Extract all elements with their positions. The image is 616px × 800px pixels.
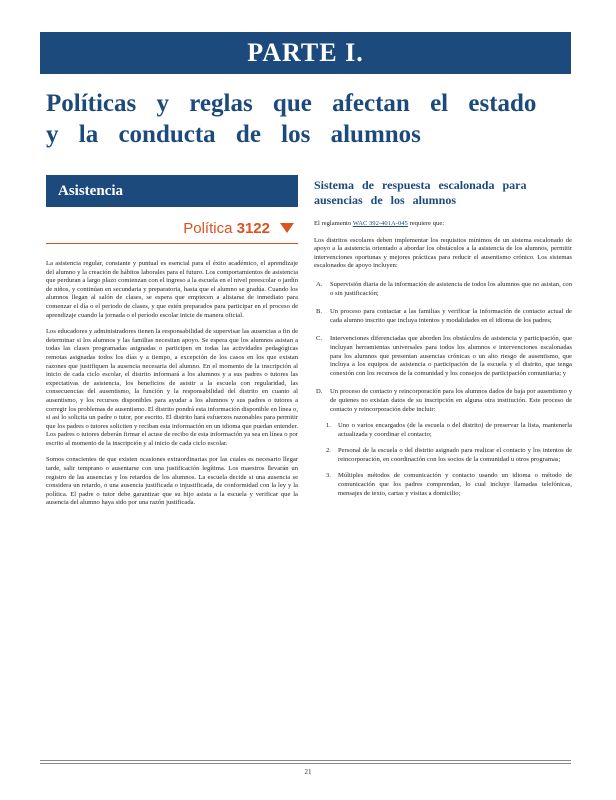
page-title: Políticas y reglas que afectan el estado y la conducta de los alumnos [46, 90, 537, 148]
intro-line [314, 220, 572, 229]
list-item [314, 335, 572, 378]
part-title: PARTE I. [247, 38, 364, 67]
section-title-tiered-system: Sistema de respuesta escalonada para ausencias de los alumnos [314, 178, 527, 207]
sub-list-number: 3. [326, 472, 331, 480]
list-item [314, 388, 572, 414]
list-item [314, 281, 572, 298]
left-column [46, 175, 298, 508]
list-letter: B. [316, 308, 323, 316]
body-paragraph: Los educadores y administradores tienen la responsabilidad de supervisar las ausencias a fin de determinar si los alumnos y las familias necesitan apoyo. Se espera que los alumnos asistan a todas las clases programadas asignadas o participen en todas las actividades pedagógicas remotas asignadas todos los días y a tiempo, a excepción de los casos en los que existan razones que justifiquen la ausencia necesaria del alumno. En el momento de la inscripción al inicio de cada ciclo escolar, el distrito informará a los alumnos y a sus padres o tutores las expectativas de asistencia, los beneficios de asistir a la escuela con regularidad, las consecuencias del ausentismo, la función y la responsabilidad del distrito en cuanto al ausentismo, y los recursos disponibles para ayudar a los alumnos y sus padres o tutores a corregir los problemas de ausentismo. El distrito pondrá esta información disponible en línea o, si así lo solicita un padre o tutor, por escrito. El distrito hará esfuerzos razonables para permitir que los padres o tutores soliciten y reciban esta información en un idioma que puedan entender. Los padres o tutores deberán firmar el acuse de recibo de esta información ya sea en línea o por escrito al momento de la inscripción y al inicio de cada ciclo escolar. [46, 328, 298, 447]
right-column [314, 178, 572, 498]
intro-before: El reglamento [314, 220, 352, 227]
body-paragraph: La asistencia regular, constante y puntual es esencial para el éxito académico, el aprendizaje del alumno y la creación de hábitos laborales para el futuro. Los comportamientos de asistencia que perduran a largo plazo comienzan con el ingreso a la escuela en el nivel preescolar o jardín de niños, y continúan en secundaria y preparatoria, hasta que el alumno se gradúa. Cuando los alumnos llegan al salón de clases, se espera que empiecen a alistarse de inmediato para comenzar el día o el periodo de clases, y que estén preparados para participar en el proceso de aprendizaje cuando la jornada o el período escolar inicie de manera oficial. [46, 260, 298, 319]
policy-label [183, 220, 270, 237]
sub-list-number: 2. [326, 447, 331, 455]
body-paragraph: Somos conscientes de que existen ocasiones extraordinarias por las cuales es necesario llegar tarde, salir temprano o ausentarse con una justificación legítima. Los maestros llevarán un registro de las ausencias y los retardos de los alumnos. La escuela decide si una ausencia se considera un retardo, o una ausencia justificada o injustificada, de conformidad con la ley y la política. El padre o tutor debe garantizar que su hijo asista a la escuela y verificar que la ausencia del alumno haya sido por una razón justificada. [46, 456, 298, 507]
list-text: Un proceso para contactar a las familias y verificar la información de contacto actual de cada alumno inscrito que incluya intentos y modalidades en el idioma de los padres; [330, 308, 572, 324]
intro-paragraph: Los distritos escolares deben implementar los requisitos mínimos de un sistema escalonado de apoyo a la asistencia orientado a abordar los obstáculos a la asistencia de los alumnos, permitir intervenciones oportunas y mejores prácticas para reducir el ausentismo crónico. Los sistemas escalonados de apoyo incluyen: [314, 236, 572, 270]
sub-list-item [326, 472, 572, 498]
policy-heading [46, 215, 298, 241]
list-text: Intervenciones diferenciadas que aborden los obstáculos de asistencia y participación, que incluyan herramientas universales para todos los alumnos e intervenciones escalonadas para los alumnos que presentan ausencias crónicas o un alto riesgo de ausentismo, que incluya a los equipos de asistencia o participación de la escuela y el distrito, que tenga conexión con los recursos de la comunidad y los consejos de participación comunitaria; y [330, 335, 572, 377]
list-text: Un proceso de contacto y reincorporación para los alumnos dados de baja por ausentismo y de quienes no existan datos de su inscripción en alguna otra institución. Este proceso de contacto y reincorporación debe incluir: [330, 388, 572, 413]
list-letter: C. [316, 335, 323, 343]
policy-number: 3122 [236, 219, 270, 237]
sub-list-text: Personal de la escuela o del distrito asignado para realizar el contacto y los intentos de reincorporación, en coordinación con los socios de la comunidad u otros programas; [338, 447, 572, 463]
wac-link[interactable]: WAC 392-401A-045 [352, 220, 408, 227]
sub-list-text: Uno o varios encargados (de la escuela o del distrito) de preservar la lista, mantenerla actualizada y coordinar el contacto; [338, 422, 572, 438]
list-item [314, 308, 572, 325]
triangle-down-icon [280, 223, 294, 233]
footer-rule [40, 760, 571, 761]
section-header-label: Asistencia [58, 182, 123, 199]
left-body [46, 260, 298, 508]
sub-list-text: Múltiples métodos de comunicación y contacto usando un idioma o método de comunicación que los padres comprendan, lo cual incluye llamadas telefónicas, mensajes de texto, cartas y visitas a domicilio; [338, 472, 572, 497]
list-letter: A. [316, 280, 323, 288]
list-letter: D. [316, 388, 323, 396]
part-banner [40, 32, 571, 74]
intro-after: requiere que: [409, 220, 445, 227]
policy-divider [46, 243, 298, 244]
sub-list-item [326, 422, 572, 439]
section-header-asistencia [46, 175, 298, 207]
policy-word: Política [183, 219, 233, 237]
right-body [314, 220, 572, 498]
footer-rule [40, 763, 571, 764]
list-text: Supervisión diaria de la información de asistencia de todos los alumnos que no asistan, con o sin justificación; [330, 280, 572, 297]
sub-list-item [326, 447, 572, 464]
page-number: 21 [304, 768, 312, 776]
sub-list-number: 1. [326, 422, 331, 430]
